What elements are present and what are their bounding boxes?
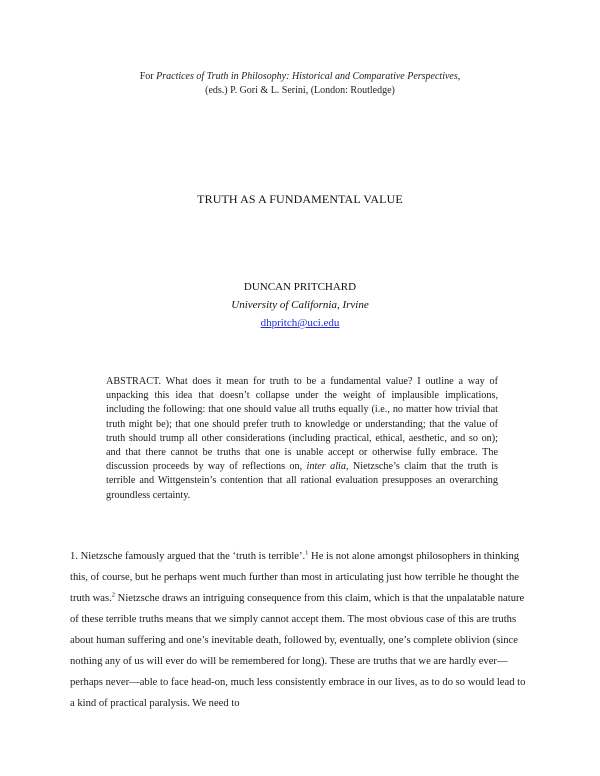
venue-suffix: , xyxy=(457,71,461,82)
venue-line-1 xyxy=(0,70,600,84)
author-block xyxy=(0,278,600,332)
body-text-c: Nietzsche draws an intriguing consequence from this claim, which is that the unpalatable nature of these terrible truths means that we simply cannot accept them. The most obvious case of this are truths about human suffering and one’s inevitable death, followed by, eventually, one’s complete oblivion (since nothing any of us will ever do will be remembered for long). These are truths that we are hardly ever—perhaps never—able to face head-on, much less consistently embrace in our lives, as to do so would lead to a kind of practical paralysis. We need to xyxy=(70,593,526,709)
author-email-link[interactable]: dhpritch@uci.edu xyxy=(260,317,340,329)
abstract-emphasis: inter alia xyxy=(306,461,346,473)
venue-note xyxy=(0,70,600,98)
author-name: DUNCAN PRITCHARD xyxy=(243,281,357,293)
paper-title: TRUTH AS A FUNDAMENTAL VALUE xyxy=(197,192,403,206)
venue-line-2: (eds.) P. Gori & L. Serini, (London: Routledge) xyxy=(205,85,395,96)
venue-prefix: For xyxy=(139,71,157,82)
abstract-text-2: , Nietzsche’s claim that the truth is terrible and Wittgenstein’s contention that all rational evaluation presupposes an overarching groundless certainty. xyxy=(106,461,499,501)
body-text-a: 1. Nietzsche famously argued that the ‘truth is terrible’. xyxy=(70,551,306,562)
body-text-b: He is not alone amongst philosophers in thinking this, of course, but he perhaps went much further than most in articulating just how terrible he thought the truth was. xyxy=(70,551,520,604)
abstract xyxy=(106,375,498,503)
footnote-ref-1[interactable]: 1 xyxy=(305,549,309,557)
venue-title: Practices of Truth in Philosophy: Historical and Comparative Perspectives xyxy=(156,71,458,82)
footnote-ref-2[interactable]: 2 xyxy=(111,591,116,599)
abstract-text-1: ABSTRACT. What does it mean for truth to be a fundamental value? I outline a way of unpacking this idea that doesn’t collapse under the weight of implausible implications, including the following: that one should value all truths equally (i.e., no matter how trivial that truth might be); that one should prefer truth to knowledge or understanding; that the value of truth should trump all other considerations (including practical, ethical, aesthetic, and so on); and that there cannot be truths that one is unable accept or otherwise fully embrace. The discussion proceeds by way of reflections on, xyxy=(106,376,498,473)
body-paragraph-1 xyxy=(70,546,532,714)
author-affiliation: University of California, Irvine xyxy=(231,299,369,311)
